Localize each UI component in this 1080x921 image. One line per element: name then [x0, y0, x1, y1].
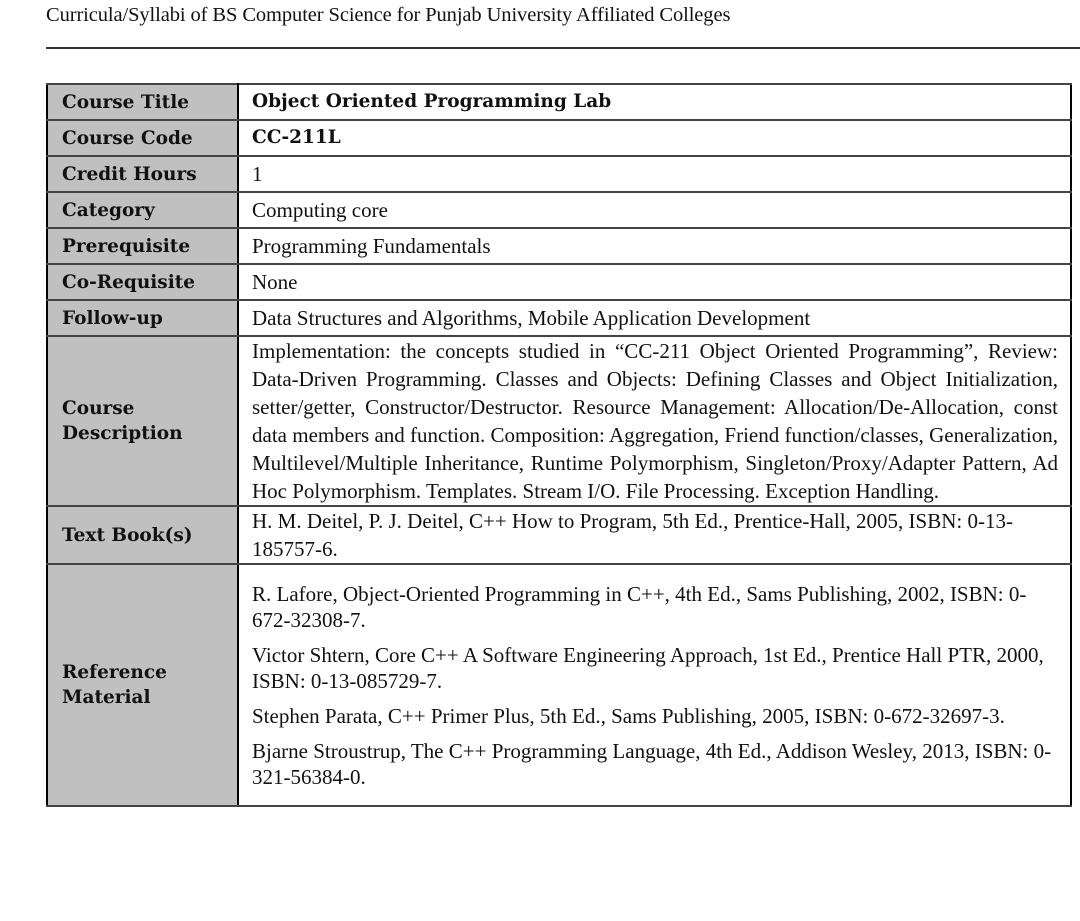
reference-item: Stephen Parata, C++ Primer Plus, 5th Ed., Sams Publishing, 2005, ISBN: 0-672-32697-3. [252, 703, 1005, 728]
course-code-value: CC-211L [238, 120, 1071, 156]
reference-item: R. Lafore, Object-Oriented Programming in C++, 4th Ed., Sams Publishing, 2002, ISBN: 0-672-32308-7. [252, 581, 1027, 632]
row-label: Co-Requisite [47, 264, 238, 300]
row-label: Course Description [47, 336, 238, 506]
table-row-reference-material [47, 564, 1071, 806]
row-label: Follow-up [47, 300, 238, 336]
row-label: Credit Hours [47, 156, 238, 192]
row-label: Text Book(s) [47, 506, 238, 564]
follow-up-value: Data Structures and Algorithms, Mobile Application Development [238, 300, 1071, 336]
header-divider [46, 47, 1080, 49]
row-label: Reference Material [47, 564, 238, 806]
course-info-table [46, 83, 1072, 807]
table-row-corequisite [47, 264, 1071, 300]
corequisite-value: None [238, 264, 1071, 300]
table-row-prerequisite [47, 228, 1071, 264]
prerequisite-value: Programming Fundamentals [238, 228, 1071, 264]
table-row-follow-up [47, 300, 1071, 336]
reference-item: Bjarne Stroustrup, The C++ Programming Language, 4th Ed., Addison Wesley, 2013, ISBN: 0-321-56384-0. [252, 738, 1052, 789]
reference-list [238, 564, 1071, 806]
course-title-value: Object Oriented Programming Lab [238, 84, 1071, 120]
table-row-course-description [47, 336, 1071, 506]
course-description-value: Implementation: the concepts studied in “CC-211 Object Oriented Programming”, Review: Data-Driven Programming. Classes and Objects: Defining Classes and Object Initialization, setter/getter, Constructor/Destructor. Resource Management: Allocation/De-Allocation, const data members and function. Composition: Aggregation, Friend function/classes, Generalization, Multilevel/Multiple Inheritance, Runtime Polymorphism, Singleton/Proxy/Adapter Pattern, Ad Hoc Polymorphism. Templates. Stream I/O. File Processing. Exception Handling. [238, 336, 1071, 506]
row-label: Category [47, 192, 238, 228]
row-label: Course Title [47, 84, 238, 120]
textbook-value: H. M. Deitel, P. J. Deitel, C++ How to Program, 5th Ed., Prentice-Hall, 2005, ISBN: 0-13-185757-6. [238, 506, 1071, 564]
table-row-category [47, 192, 1071, 228]
reference-item: Victor Shtern, Core C++ A Software Engineering Approach, 1st Ed., Prentice Hall PTR, 2000, ISBN: 0-13-085729-7. [252, 642, 1044, 693]
category-value: Computing core [238, 192, 1071, 228]
document-header-title: Curricula/Syllabi of BS Computer Science for Punjab University Affiliated Colleges [46, 4, 731, 26]
row-label: Course Code [47, 120, 238, 156]
row-label: Prerequisite [47, 228, 238, 264]
credit-hours-value: 1 [238, 156, 1071, 192]
table-row-course-title [47, 84, 1071, 120]
table-row-textbooks [47, 506, 1071, 564]
table-row-credit-hours [47, 156, 1071, 192]
table-row-course-code [47, 120, 1071, 156]
